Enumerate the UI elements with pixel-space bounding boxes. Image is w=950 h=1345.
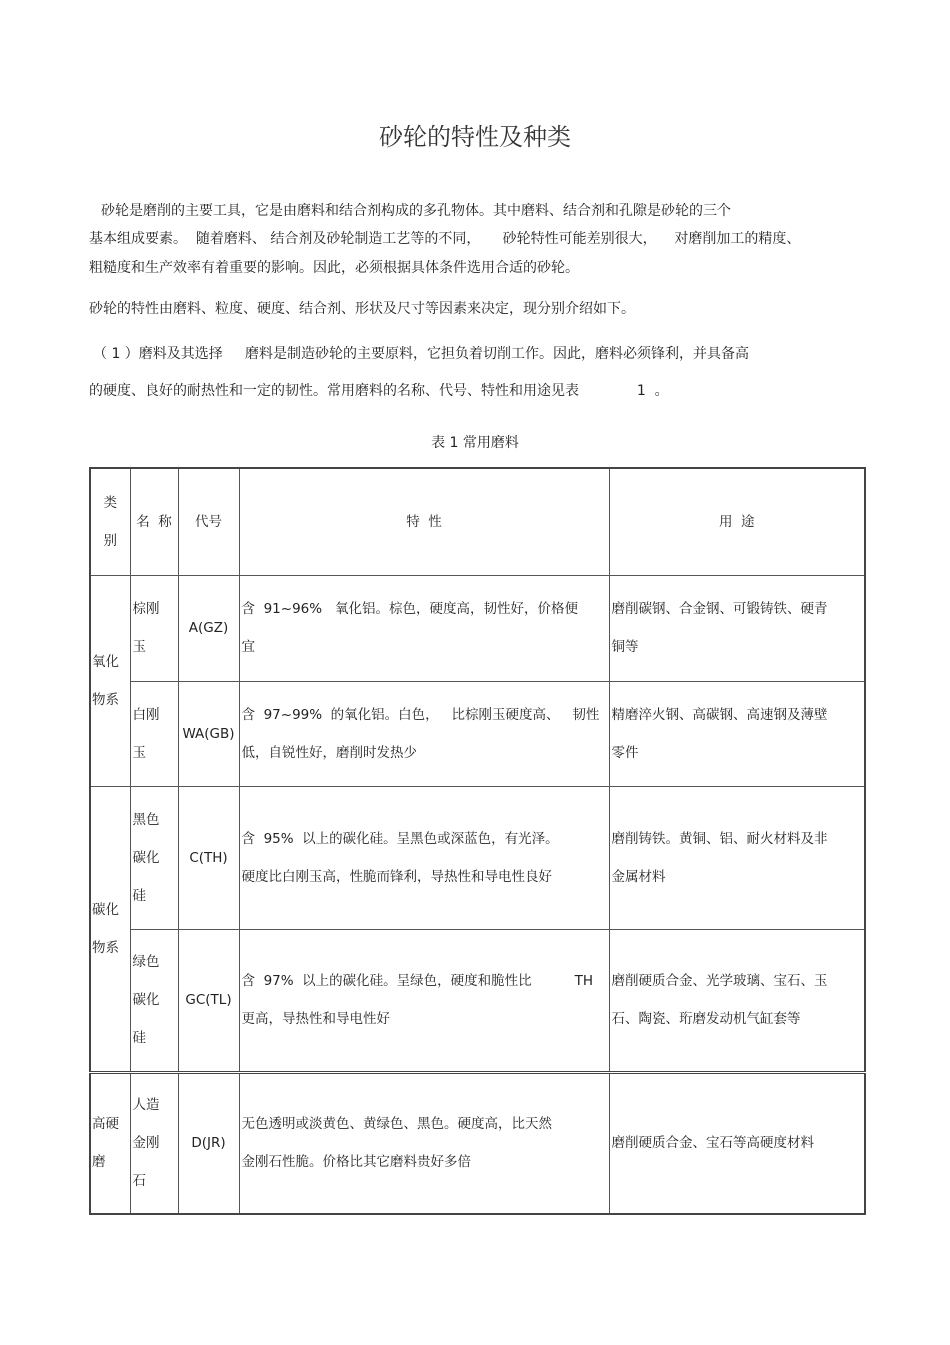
abrasives-table	[89, 467, 866, 1215]
usage-cell: 磨削硬质合金、光学玻璃、宝石、玉 石、陶瓷、珩磨发动机气缸套等	[609, 929, 865, 1072]
property-cell: 无色透明或淡黄色、黄绿色、黑色。硬度高，比天然 金刚石性脆。价格比其它磨料贵好多倍	[239, 1072, 609, 1214]
code-cell: GC(TL)	[178, 929, 239, 1072]
code-cell: D(JR)	[178, 1072, 239, 1214]
usage-cell: 精磨淬火钢、高碳钢、高速钢及薄壁 零件	[609, 681, 865, 786]
name-cell: 白刚 玉	[130, 681, 178, 786]
usage-cell: 磨削铸铁。黄铜、铝、耐火材料及非 金属材料	[609, 786, 865, 929]
header-property: 特 性	[239, 468, 609, 575]
name-cell: 人造 金刚 石	[130, 1072, 178, 1214]
table-caption: 表 1 常用磨料	[431, 435, 519, 451]
paragraph-3-line-1: （ 1 ）磨料及其选择 磨料是制造砂轮的主要原料，它担负着切削工作。因此，磨料必须锋利，并具备高	[93, 346, 750, 362]
page-title: 砂轮的特性及种类	[379, 123, 571, 151]
table-row	[90, 929, 865, 1072]
usage-cell: 磨削碳钢、合金钢、可锻铸铁、硬青 铜等	[609, 575, 865, 681]
paragraph-3-line-2: 的硬度、良好的耐热性和一定的韧性。常用磨料的名称、代号、特性和用途见表 1 。	[89, 383, 669, 399]
property-cell: 含 91~96% 氧化铝。棕色，硬度高，韧性好，价格便 宜	[239, 575, 609, 681]
table-row	[90, 681, 865, 786]
category-cell: 氧化 物系	[90, 575, 130, 786]
name-cell: 黑色 碳化 硅	[130, 786, 178, 929]
name-cell: 绿色 碳化 硅	[130, 929, 178, 1072]
table-row	[90, 786, 865, 929]
name-cell: 棕刚 玉	[130, 575, 178, 681]
header-name: 名 称	[130, 468, 178, 575]
code-cell: C(TH)	[178, 786, 239, 929]
header-category: 类 别	[90, 468, 130, 575]
property-cell: 含 95% 以上的碳化硅。呈黑色或深蓝色，有光泽。 硬度比白刚玉高，性脆而锋利，导热性和导电性良好	[239, 786, 609, 929]
usage-cell: 磨削硬质合金、宝石等高硬度材料	[609, 1072, 865, 1214]
property-cell: 含 97% 以上的碳化硅。呈绿色，硬度和脆性比 TH 更高，导热性和导电性好	[239, 929, 609, 1072]
code-cell: A(GZ)	[178, 575, 239, 681]
category-cell: 碳化 物系	[90, 786, 130, 1072]
table-header-row	[90, 468, 865, 575]
code-cell: WA(GB)	[178, 681, 239, 786]
table-row	[90, 575, 865, 681]
header-usage: 用 途	[609, 468, 865, 575]
header-code: 代号	[178, 468, 239, 575]
table-row	[90, 1072, 865, 1214]
paragraph-1-line-1: 砂轮是磨削的主要工具，它是由磨料和结合剂构成的多孔物体。其中磨料、结合剂和孔隙是砂轮的三个	[101, 203, 731, 219]
category-cell: 高硬 磨	[90, 1072, 130, 1214]
property-cell: 含 97~99% 的氧化铝。白色， 比棕刚玉硬度高、 韧性 低，自锐性好，磨削时发热少	[239, 681, 609, 786]
paragraph-1-line-2: 基本组成要素。 随着磨料、 结合剂及砂轮制造工艺等的不同， 砂轮特性可能差别很大， 对磨削加工的精度、	[89, 231, 801, 247]
paragraph-2: 砂轮的特性由磨料、粒度、硬度、结合剂、形状及尺寸等因素来决定，现分别介绍如下。	[89, 301, 635, 317]
paragraph-1-line-3: 粗糙度和生产效率有着重要的影响。因此，必须根据具体条件选用合适的砂轮。	[89, 260, 579, 276]
